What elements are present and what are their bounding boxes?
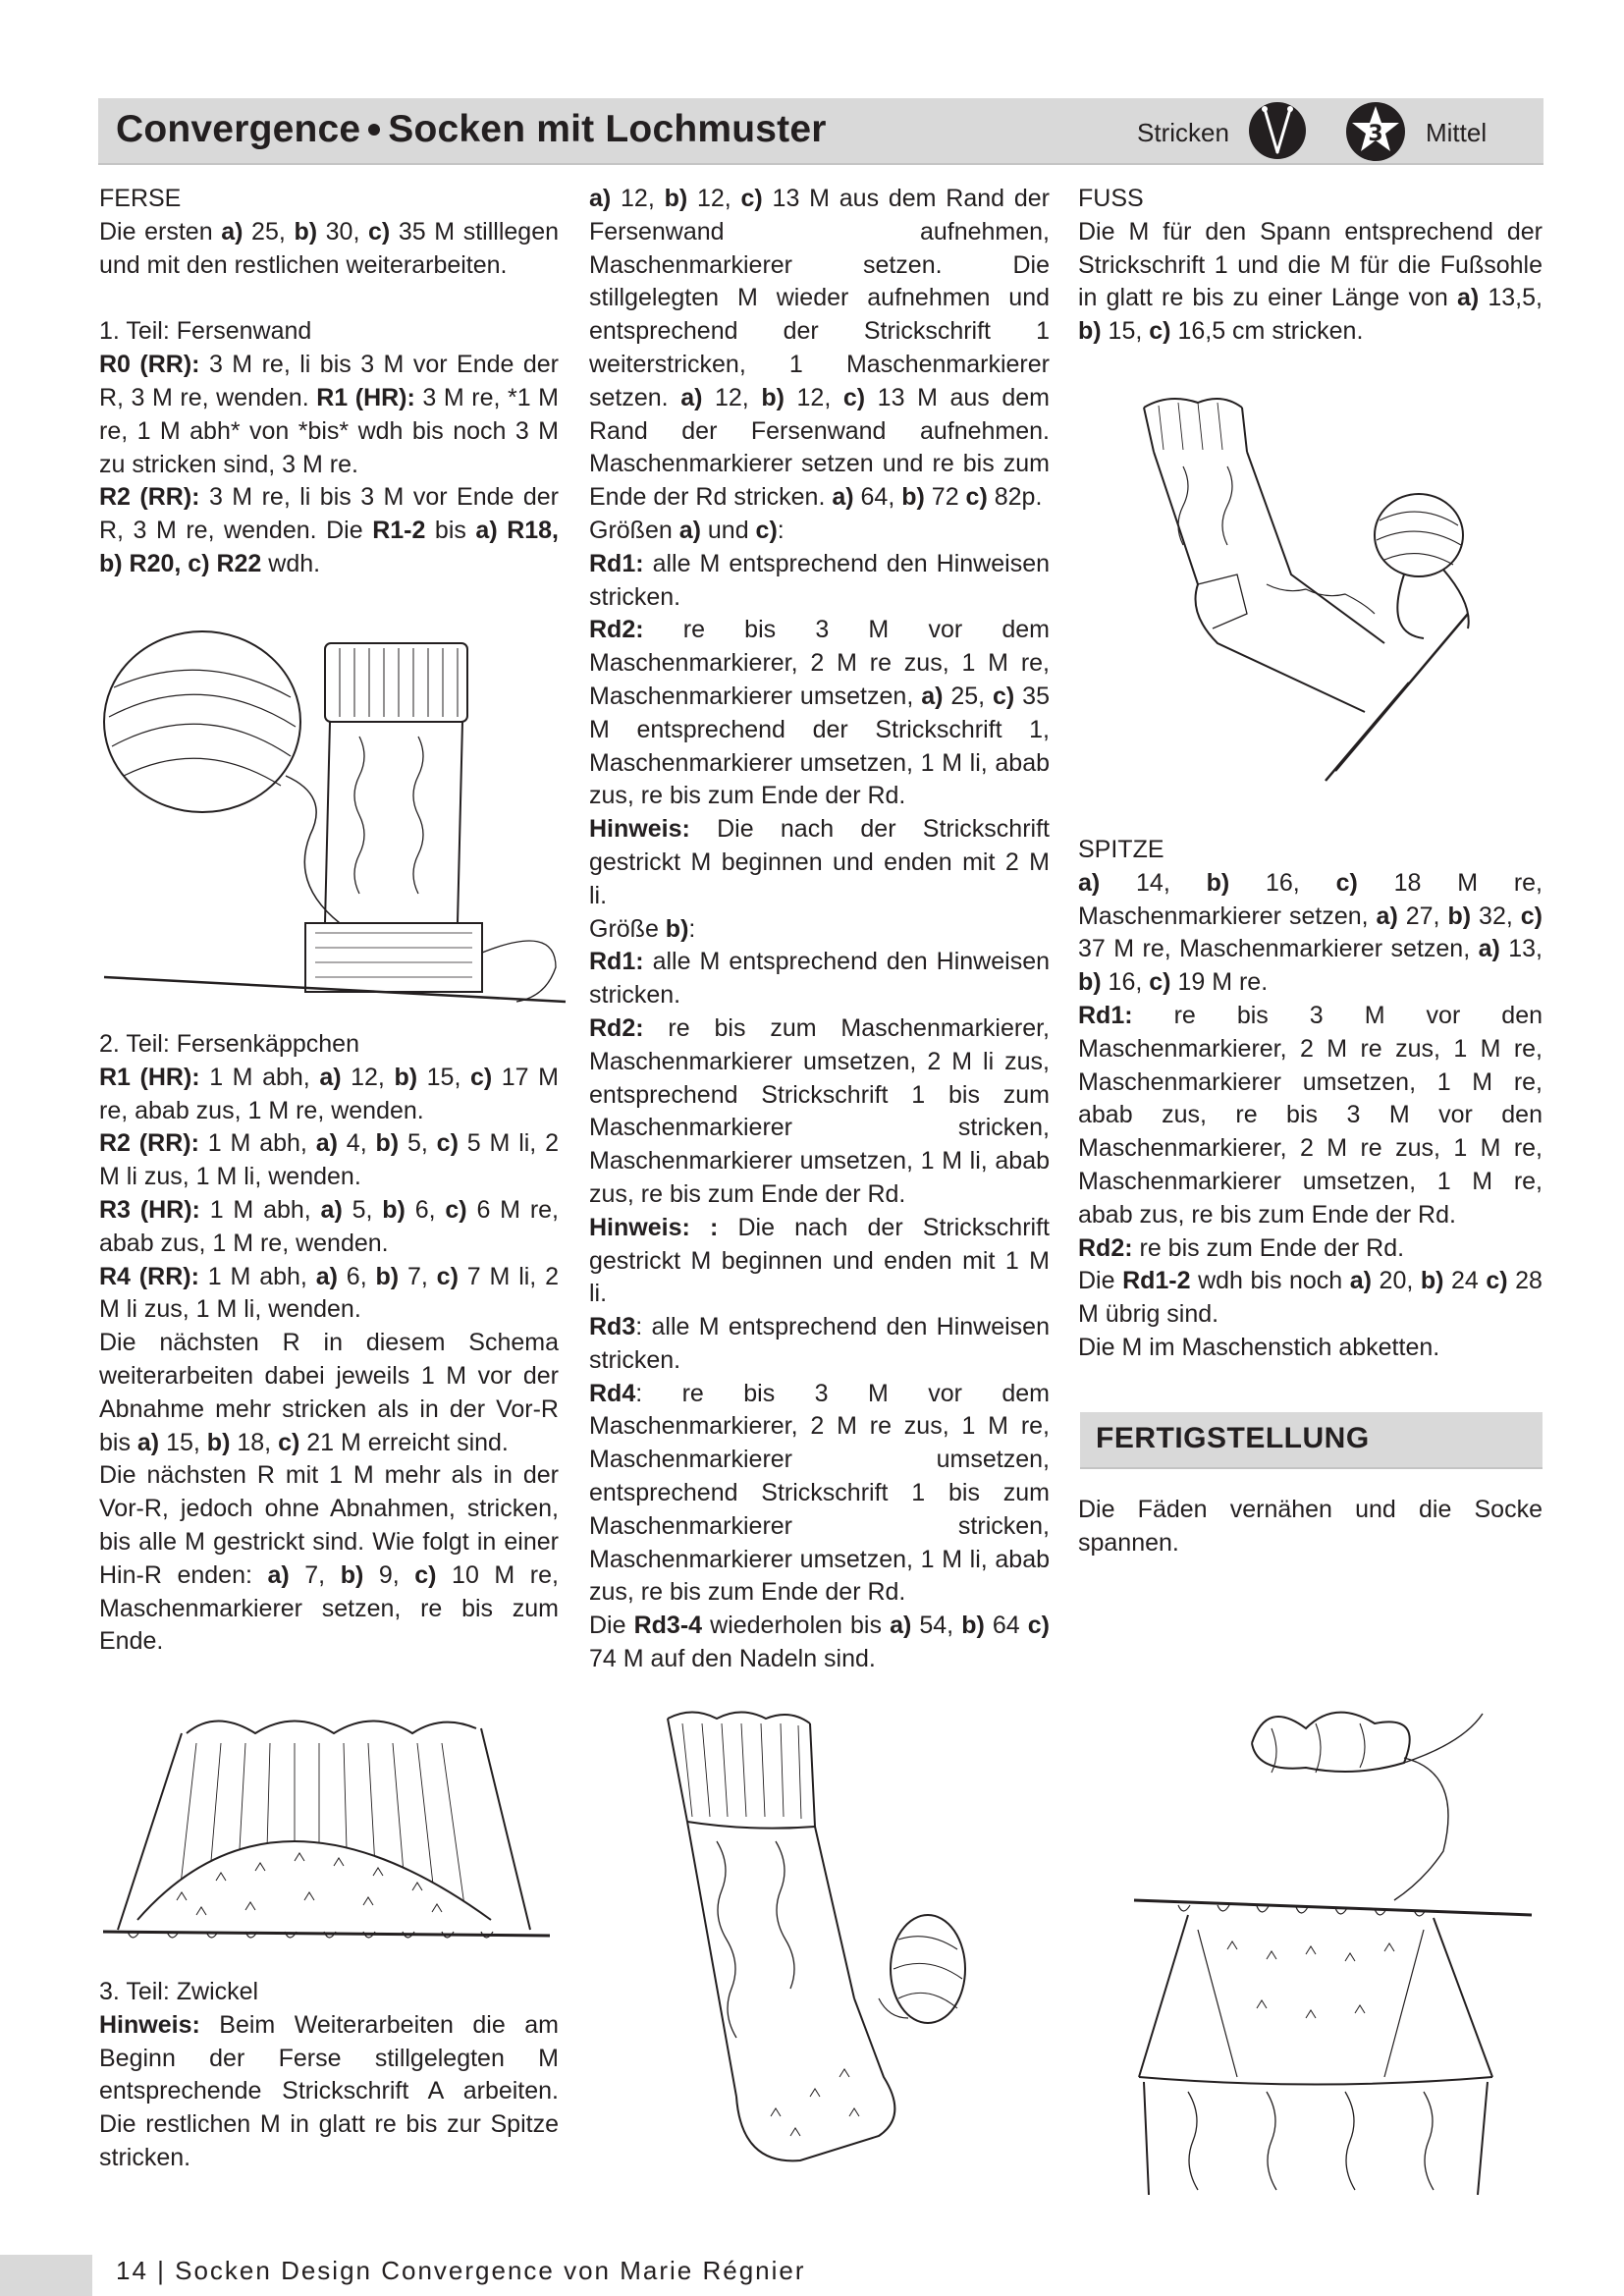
paragraph-spitze-rd2: Rd2: re bis zum Ende der Rd. (1078, 1233, 1405, 1262)
paragraph-groessen-ac: Größen a) und c): (589, 516, 785, 544)
section-heading-ferse: FERSE (99, 185, 182, 212)
section-heading-fersenwand: 1. Teil: Fersenwand (99, 317, 312, 346)
section-heading-fertigstellung: FERTIGSTELLUNG (1080, 1412, 1543, 1469)
paragraph-spitze: a) 14, b) 16, c) 18 M re, Maschenmarkierer setzen, a) 27, b) 32, c) 37 M re, Maschenmarkierer setzen, a) 13, b) 16, c) 19 M re. (1078, 868, 1543, 997)
paragraph-rd3: Rd3: alle M entsprechend den Hinweisen stricken. (589, 1313, 1050, 1374)
paragraph-fertigstellung: Die Fäden vernähen und die Socke spannen. (1078, 1496, 1543, 1557)
illustration-heel-flap (94, 629, 575, 1021)
column-1-ferse (99, 183, 559, 581)
section-heading-fuss: FUSS (1078, 185, 1144, 212)
paragraph-ohne-abnahmen: Die nächsten R mit 1 M mehr als in der Vor-R, jedoch ohne Abnahmen, stricken, bis alle M gestrickt sind. Wie folgt in einer Hin-R enden: a) 7, b) 9, c) 10 M re, Maschenmarkierer setzen, re bis zum Ende. (99, 1461, 559, 1656)
column-3-fertigstellung (1078, 1494, 1543, 1560)
paragraph-abketten: Die M im Maschenstich abketten. (1078, 1333, 1440, 1361)
footer-page-info: 14 | Socken Design Convergence von Marie Régnier (116, 2256, 806, 2285)
paragraph-fuss: Die M für den Spann entsprechend der Strickschrift 1 und die M für die Fußsohle in glatt re bis zu einer Länge von a) 13,5, b) 15, c) 16,5 cm stricken. (1078, 217, 1543, 346)
category-label: Stricken (1137, 118, 1229, 147)
knitting-needles-icon (1248, 101, 1307, 160)
paragraph-r2: R2 (RR): 1 M abh, a) 4, b) 5, c) 5 M li, 2 M li zus, 1 M li, wenden. (99, 1129, 559, 1191)
paragraph-fersenwand: R0 (RR): 3 M re, li bis 3 M vor Ende der R, 3 M re, wenden. R1 (HR): 3 M re, *1 M re, 1 M abh* von *bis* wdh bis noch 3 M zu stricken sind, 3 M re. (99, 351, 560, 478)
illustration-sock-leg (643, 1704, 997, 2195)
illustration-toe (1110, 1704, 1542, 2195)
paragraph-rd2-b: Rd2: re bis zum Maschenmarkierer, Maschenmarkierer umsetzen, 2 M li zus, entsprechend Strickschrift 1 bis zum Maschenmarkierer stricken, Maschenmarkierer umsetzen, 1 M li, abab zus, re bis zum Ende der Rd. (589, 1013, 1050, 1208)
paragraph-aufnehmen: a) 12, b) 12, c) 13 M aus dem Rand der Fersenwand aufnehmen, Maschenmarkierer setzen. Die stillgelegten M wieder aufnehmen und entsprechend der Strickschrift 1 weiterstricken, 1 Maschenmarkierer setzen. a) 12, b) 12, c) 13 M aus dem Rand der Fersenwand aufnehmen. Maschenmarkierer setzen und re bis zum Ende der Rd stricken. a) 64, b) 72 c) 82p. (589, 185, 1050, 512)
section-heading-zwickel: 3. Teil: Zwickel (99, 1978, 259, 2005)
paragraph-schema: Die nächsten R in diesem Schema weiterarbeiten dabei jeweils 1 M vor der Abnahme mehr stricken als in der Vor-R bis a) 15, b) 18, c) 21 M erreicht sind. (99, 1329, 559, 1456)
paragraph-r3: R3 (HR): 1 M abh, a) 5, b) 6, c) 6 M re, abab zus, 1 M re, wenden. (99, 1195, 559, 1257)
paragraph-rd4: Rd4: re bis 3 M vor dem Maschenmarkierer, 2 M re zus, 1 M re, Maschenmarkierer umsetzen, entsprechend Strickschrift 1 bis zum Maschenmarkierer stricken, Maschenmarkierer umsetzen, 1 M li, abab zus, re bis zum Ende der Rd. (589, 1379, 1050, 1607)
section-heading-spitze: SPITZE (1078, 836, 1164, 863)
footer-accent-bar (0, 2255, 92, 2296)
illustration-heel-turn (98, 1704, 555, 1964)
column-3-fuss (1078, 183, 1543, 349)
paragraph-wiederholen: Die Rd3-4 wiederholen bis a) 54, b) 64 c) 74 M auf den Nadeln sind. (589, 1612, 1050, 1673)
paragraph-r1: R1 (HR): 1 M abh, a) 12, b) 15, c) 17 M re, abab zus, 1 M re, wenden. (99, 1063, 559, 1124)
level-number: 3 (1368, 122, 1383, 146)
paragraph-groesse-b: Größe b): (589, 914, 696, 943)
paragraph-fersenwand-r2: R2 (RR): 3 M re, li bis 3 M vor Ende der R, 3 M re, wenden. Die R1-2 bis a) R18, b) R20, c) R22 wdh. (99, 483, 559, 577)
level-label: Mittel (1426, 118, 1488, 147)
header-bar (98, 98, 1543, 165)
paragraph-hinweis-1: Hinweis: Die nach der Strickschrift gestrickt M beginnen und enden mit 2 M li. (589, 815, 1050, 909)
column-1-zwickel (99, 1976, 559, 2175)
paragraph-rd2-ac: Rd2: re bis 3 M vor dem Maschenmarkierer, 2 M re zus, 1 M re, Maschenmarkierer umsetzen, a) 25, c) 35 M entsprechend der Strickschrift 1, Maschenmarkierer umsetzen, 1 M li, abab zus, re bis zum Ende der Rd. (589, 616, 1050, 810)
page-title: Convergence Socken mit Lochmuster (116, 108, 827, 150)
paragraph-r4: R4 (RR): 1 M abh, a) 6, b) 7, c) 7 M li, 2 M li zus, 1 M li, wenden. (99, 1262, 559, 1324)
paragraph-zwickel-hinweis: Hinweis: Beim Weiterarbeiten die am Beginn der Ferse stillgelegten M entsprechende Strickschrift A arbeiten. Die restlichen M in glatt re bis zur Spitze stricken. (99, 2010, 559, 2171)
column-1-fersenkaeppchen (99, 1028, 559, 1659)
paragraph-rd1-ac: Rd1: alle M entsprechend den Hinweisen stricken. (589, 549, 1050, 611)
section-heading-fersenkaeppchen: 2. Teil: Fersenkäppchen (99, 1030, 359, 1058)
paragraph-rd1-b: Rd1: alle M entsprechend den Hinweisen stricken. (589, 948, 1050, 1010)
paragraph-spitze-rd1: Rd1: re bis 3 M vor den Maschenmarkierer, 2 M re zus, 1 M re, Maschenmarkierer umsetzen, 1 M re, abab zus, re bis 3 M vor den Maschenmarkierer, 2 M re zus, 1 M re, Maschenmarkierer umsetzen, 1 M re, abab zus, re bis zum Ende der Rd. (1078, 1001, 1543, 1229)
column-2-zwickel-cont (589, 183, 1050, 1676)
illustration-foot (1129, 388, 1483, 805)
column-3-spitze (1078, 834, 1543, 1365)
paragraph-spitze-wdh: Die Rd1-2 wdh bis noch a) 20, b) 24 c) 28 M übrig sind. (1078, 1267, 1543, 1329)
star-badge-icon (1345, 101, 1406, 162)
title-bullet (368, 124, 380, 136)
paragraph-hinweis-2: Hinweis: : Die nach der Strickschrift gestrickt M beginnen und enden mit 1 M li. (589, 1213, 1050, 1308)
paragraph-ferse-intro: Die ersten a) 25, b) 30, c) 35 M stilllegen und mit den restlichen weiterarbeiten. (99, 217, 560, 279)
